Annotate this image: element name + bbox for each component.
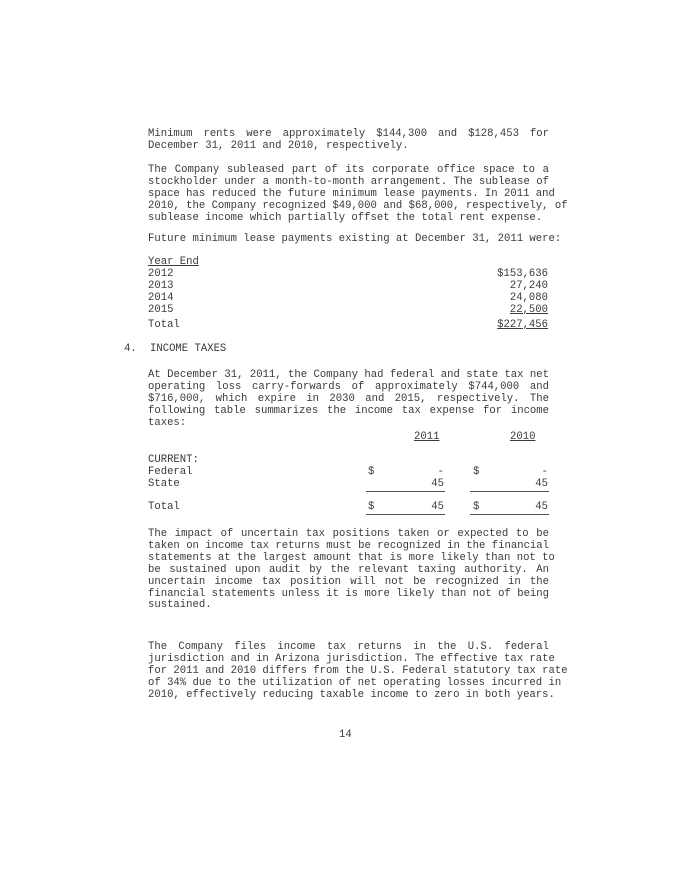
value: - [541,466,548,478]
text-line: for 2011 and 2010 differs from the U.S. Federal statutory tax rate [148,664,568,677]
col-2011: 2011 [414,431,440,443]
section-number: 4. [124,343,137,355]
lease-amount: 22,500 [509,304,548,316]
text-line: 2010, the Company recognized $49,000 and $68,000, respectively, of [148,199,568,212]
section-title: INCOME TAXES [150,343,227,355]
text-line: $716,000, which expire in 2030 and 2015, respectively. The [148,392,549,405]
text-line: December 31, 2011 and 2010, respectively. [148,139,409,152]
text-line: operating loss carry-forwards of approximately $744,000 and [148,380,549,393]
row-label: State [148,478,180,490]
text-line: be sustained upon audit by the relevant taxing authority. An [148,563,549,576]
text-line: statements at the largest amount that is more likely than not to [148,551,555,564]
lease-total-label: Total [148,319,180,331]
lease-total-amount: $227,456 [497,319,548,331]
text-line: stockholder under a month-to-month arrangement. The sublease of [148,175,549,188]
text-line: jurisdiction and in Arizona jurisdiction. The effective tax rate [148,652,555,665]
text-line: financial statements unless it is more likely than not of being [148,587,549,600]
text-line: following table summarizes the income tax expense for income [148,404,549,417]
lease-year: 2015 [148,304,174,316]
value: 45 [535,478,548,490]
page-number: 14 [339,729,352,741]
lease-intro: Future minimum lease payments existing at December 31, 2011 were: [148,233,562,245]
text-line: taken on income tax returns must be recognized in the financial [148,539,549,552]
lease-year: 2012 [148,268,174,280]
row-label: Federal [148,466,193,478]
text-line: taxes: [148,416,187,429]
text-line: uncertain income tax position will not be recognized in the [148,575,549,588]
lease-amount: $153,636 [497,268,548,280]
lease-year: 2014 [148,292,174,304]
para-sublease [148,164,568,225]
text-line: Minimum rents were approximately $144,300 and $128,453 for [148,128,549,140]
text-line: of 34% due to the utilization of net operating losses incurred in [148,676,562,689]
text-line: At December 31, 2011, the Company had federal and state tax net [148,369,549,381]
text-line: sublease income which partially offset the total rent expense. [148,211,543,224]
text-line: space has reduced the future minimum lease payments. In 2011 and [148,187,555,200]
value: - [437,466,444,478]
value: 45 [535,501,548,513]
text-line: sustained. [148,599,212,612]
lease-amount: 24,080 [509,292,548,304]
lease-amount: 27,240 [509,280,548,292]
para-minimum-rents [148,129,549,153]
currency: $ [368,466,375,478]
para-uncertain-tax [148,528,555,612]
currency: $ [473,466,480,478]
total-label: Total [148,501,180,513]
para-tax-rate [148,641,568,702]
total-rule [366,514,445,515]
currency: $ [473,501,480,513]
text-line: The Company subleased part of its corporate office space to a [148,164,549,176]
col-2010: 2010 [510,431,536,443]
value: 45 [431,478,444,490]
subtotal-rule [366,491,445,492]
text-line: The Company files income tax returns in the U.S. federal [148,641,549,653]
value: 45 [431,501,444,513]
lease-year: 2013 [148,280,174,292]
currency: $ [368,501,375,513]
text-line: The impact of uncertain tax positions taken or expected to be [148,528,549,540]
total-rule [470,514,549,515]
lease-header: Year End [148,256,199,268]
group-label: CURRENT: [148,454,199,466]
para-nol [148,370,549,430]
text-line: 2010, effectively reducing taxable income to zero in both years. [148,688,555,701]
subtotal-rule [470,491,549,492]
